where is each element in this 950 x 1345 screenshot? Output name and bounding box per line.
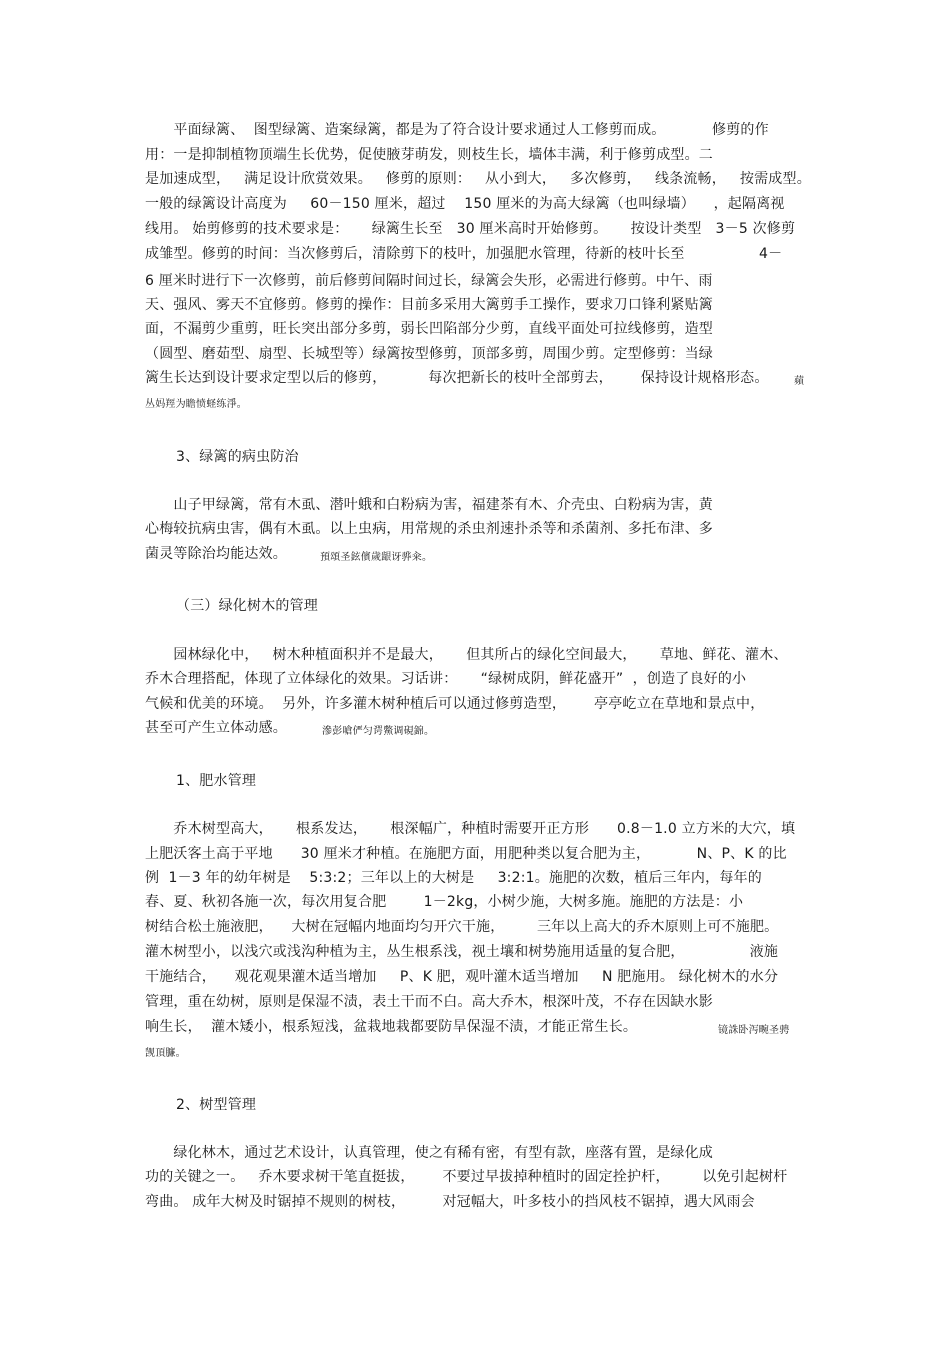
text-line: 山子甲绿篱，常有木虱、潜叶蛾和白粉病为害，福建茶有木、介壳虫、白粉病为害，黄: [145, 497, 713, 513]
text-line: 天、强风、雾天不宜修剪。修剪的操作：目前多采用大篱剪手工操作，要求刀口锋利紧贴篱: [145, 297, 713, 313]
section-heading: 2、树型管理: [176, 1097, 257, 1113]
text-line: 是加速成型， 满足设计欣赏效果。 修剪的原则： 从小到大， 多次修剪， 线条流畅， 按需成型。: [145, 171, 811, 187]
text-line: （圆型、磨茹型、扇型、长城型等）绿篱按型修剪，顶部多剪，周围少剪。定型修剪：当绿: [145, 346, 713, 362]
text-line: 干施结合， 观花观果灌木适当增加 P、K 肥，观叶灌木适当增加 N 肥施用。 绿化树木的水分: [145, 969, 779, 985]
section-heading: 1、肥水管理: [176, 773, 257, 789]
text-line: 气候和优美的环境。 另外，许多灌木树种植后可以通过修剪造型， 亭亭屹立在草地和景点中，: [145, 696, 765, 712]
text-line: 树结合松土施液肥， 大树在冠幅内地面均匀开穴干施， 三年以上高大的乔木原则上可不施肥。: [145, 919, 779, 935]
text-line: 灌木树型小，以浅穴或浅沟种植为主，丛生根系浅，视土壤和树势施用适量的复合肥， 液施: [145, 944, 779, 960]
section-heading: （三）绿化树木的管理: [176, 598, 318, 614]
text-line: 例 1－3 年的幼年树是 5:3:2；三年以上的大树是 3:2:1。施肥的次数，植后三年内，每年的: [145, 870, 762, 886]
text-line: 弯曲。 成年大树及时锯掉不规则的树枝， 对冠幅大，叶多枝小的挡风枝不锯掉，遇大风雨会: [145, 1194, 755, 1210]
text-line: 春、夏、秋初各施一次，每次用复合肥 1－2kg，小树少施，大树多施。施肥的方法是：小: [145, 894, 744, 910]
text-line: 菌灵等除治均能达效。: [145, 546, 287, 562]
section-heading: 3、绿篱的病虫防治: [176, 449, 299, 465]
text-line: 功的关键之一。 乔木要求树干笔直挺拔， 不要过早拔掉种植时的固定拴护杆， 以免引起树杆: [145, 1169, 788, 1185]
text-line: 用：一是抑制植物顶端生长优势，促使腋芽萌发，则枝生长，墙体丰满，利于修剪成型。二: [145, 147, 713, 163]
text-line: 乔木树型高大， 根系发达， 根深幅广，种植时需要开正方形 0.8－1.0 立方米的大穴，填: [145, 821, 796, 837]
text-line: 响生长， 灌木矮小，根系短浅，盆栽地栽都要防旱保湿不渍，才能正常生长。: [145, 1019, 638, 1035]
text-line: 面，不漏剪少重剪，旺长突出部分多剪，弱长凹陷部分少剪，直线平面处可拉线修剪，造型: [145, 321, 713, 337]
text-line: 6 厘米时进行下一次修剪，前后修剪间隔时间过长，绿篱会失形，必需进行修剪。中午、雨: [145, 273, 713, 289]
text-line: 绿化林木，通过艺术设计，认真管理，使之有稀有密，有型有款，座落有置，是绿化成: [145, 1145, 713, 1161]
text-line: 心梅较抗病虫害，偶有木虱。以上虫病，用常规的杀虫剂速扑杀等和杀菌剂、多托布津、多: [145, 521, 713, 537]
text-line: 篱生长达到设计要求定型以后的修剪， 每次把新长的枝叶全部剪去， 保持设计规格形态。: [145, 370, 769, 386]
garbled-tail-text: 預頌圣鉉儐歲龈讶骅籴。: [320, 552, 433, 563]
text-line: 平面绿篱、 图型绿篱、造案绿篱，都是为了符合设计要求通过人工修剪而成。 修剪的作: [145, 122, 769, 138]
text-line: 园林绿化中， 树木种植面积并不是最大， 但其所占的绿化空间最大， 草地、鲜花、灌木、: [145, 647, 788, 663]
text-line: 乔木合理搭配，体现了立体绿化的效果。习话讲： “绿树成阴，鲜花盛开” ，创造了良好的小: [145, 671, 747, 687]
text-line: 一般的绿篱设计高度为 60－150 厘米，超过 150 厘米的为高大绿篱（也叫绿墙） ，起隔离视: [145, 196, 785, 212]
text-line: 线用。 始剪修剪的技术要求是： 绿篱生长至 30 厘米高时开始修剪。 按设计类型 3－5 次修剪: [145, 221, 796, 237]
garbled-tail-text: 觊頂臁。: [145, 1048, 186, 1059]
text-line: 上肥沃客土高于平地 30 厘米才种植。在施肥方面，用肥种类以复合肥为主， N、P、K 的比: [145, 846, 787, 862]
text-line: 成雏型。修剪的时间：当次修剪后，清除剪下的枝叶，加强肥水管理，待新的枝叶长至 4－: [145, 246, 783, 262]
garbled-tail-text: 镜誅卧泻畹圣骋: [718, 1025, 790, 1036]
garbled-tail-text: 丛妈羥为瞻愤蛏练淨。: [145, 399, 247, 410]
text-line: 甚至可产生立体动感。: [145, 720, 287, 736]
garbled-tail-text: 蘋: [794, 376, 805, 387]
text-line: 管理，重在幼树，原则是保湿不渍，表土干而不白。高大乔木，根深叶茂，不存在因缺水影: [145, 994, 713, 1010]
garbled-tail-text: 滲彭嗆俨匀谔鱉调硯錦。: [322, 726, 435, 737]
